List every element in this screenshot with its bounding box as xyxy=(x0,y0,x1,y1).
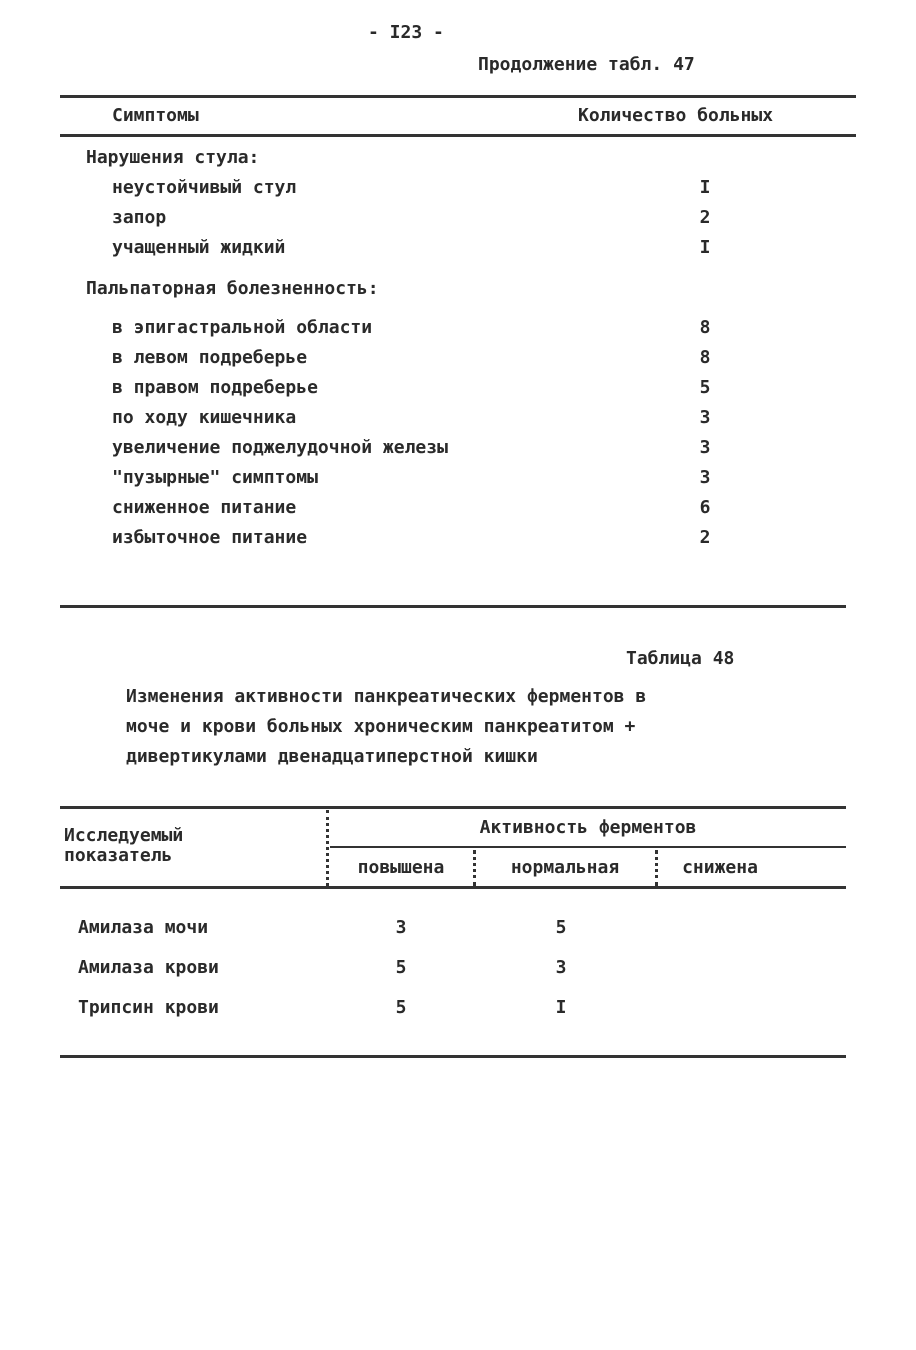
row-value: 3 xyxy=(699,407,711,428)
row-value: 8 xyxy=(699,317,711,338)
row-value: 2 xyxy=(699,207,711,228)
row-label: сниженное питание xyxy=(112,497,297,518)
row-label: запор xyxy=(112,207,167,228)
caption-line: моче и крови больных хроническим панкреатитом + xyxy=(126,716,636,737)
row-label: Амилаза мочи xyxy=(78,917,209,938)
header-indicator-line: показатель xyxy=(64,845,173,866)
group-title: Пальпаторная болезненность: xyxy=(86,278,379,299)
row-value: I xyxy=(555,997,567,1018)
row-label: по ходу кишечника xyxy=(112,407,297,428)
column-divider xyxy=(326,810,329,886)
table47-continuation-label: Продолжение табл. 47 xyxy=(478,54,695,75)
caption-line: Изменения активности панкреатических ферментов в xyxy=(126,686,647,707)
row-value: 3 xyxy=(555,957,567,978)
row-value: 8 xyxy=(699,347,711,368)
row-value: I xyxy=(699,237,711,258)
table48-subheader-increased: повышена xyxy=(357,857,445,878)
row-label: в правом подреберье xyxy=(112,377,318,398)
row-label: Амилаза крови xyxy=(78,957,219,978)
table47-header-count: Количество больных xyxy=(578,105,774,126)
row-value: 5 xyxy=(699,377,711,398)
table48-top-rule xyxy=(60,806,846,809)
row-value: 3 xyxy=(699,437,711,458)
row-label: неустойчивый стул xyxy=(112,177,297,198)
row-label: в эпигастральной области xyxy=(112,317,373,338)
table48-header-indicator xyxy=(64,826,183,866)
row-value: 6 xyxy=(699,497,711,518)
row-value: 5 xyxy=(395,957,407,978)
table47-top-rule xyxy=(60,95,856,98)
row-value: 2 xyxy=(699,527,711,548)
table48-bottom-rule xyxy=(60,1055,846,1058)
row-value: 5 xyxy=(555,917,567,938)
row-label: избыточное питание xyxy=(112,527,308,548)
table48-subheader-normal: нормальная xyxy=(510,857,620,878)
header-indicator-line: Исследуемый xyxy=(64,825,184,846)
table48-header-activity: Активность ферментов xyxy=(479,817,697,838)
row-value: 3 xyxy=(699,467,711,488)
table47-bottom-rule xyxy=(60,605,846,608)
row-value: 5 xyxy=(395,997,407,1018)
row-label: учащенный жидкий xyxy=(112,237,286,258)
row-value: 3 xyxy=(395,917,407,938)
row-value: I xyxy=(699,177,711,198)
table48-label: Таблица 48 xyxy=(626,648,735,669)
caption-line: дивертикулами двенадцатиперстной кишки xyxy=(126,746,538,767)
column-divider xyxy=(473,850,476,886)
row-label: увеличение поджелудочной железы xyxy=(112,437,448,458)
column-divider xyxy=(655,850,658,886)
row-label: Трипсин крови xyxy=(78,997,219,1018)
table48-header-rule xyxy=(60,886,846,889)
table47-header-rule xyxy=(60,134,856,137)
table48-subheader-rule xyxy=(330,846,846,848)
page-number: - I23 - xyxy=(368,22,444,43)
group-title: Нарушения стула: xyxy=(86,147,260,168)
row-label: "пузырные" симптомы xyxy=(112,467,318,488)
table47-header-symptoms: Симптомы xyxy=(112,105,199,126)
table48-subheader-decreased: снижена xyxy=(682,857,758,878)
row-label: в левом подреберье xyxy=(112,347,308,368)
